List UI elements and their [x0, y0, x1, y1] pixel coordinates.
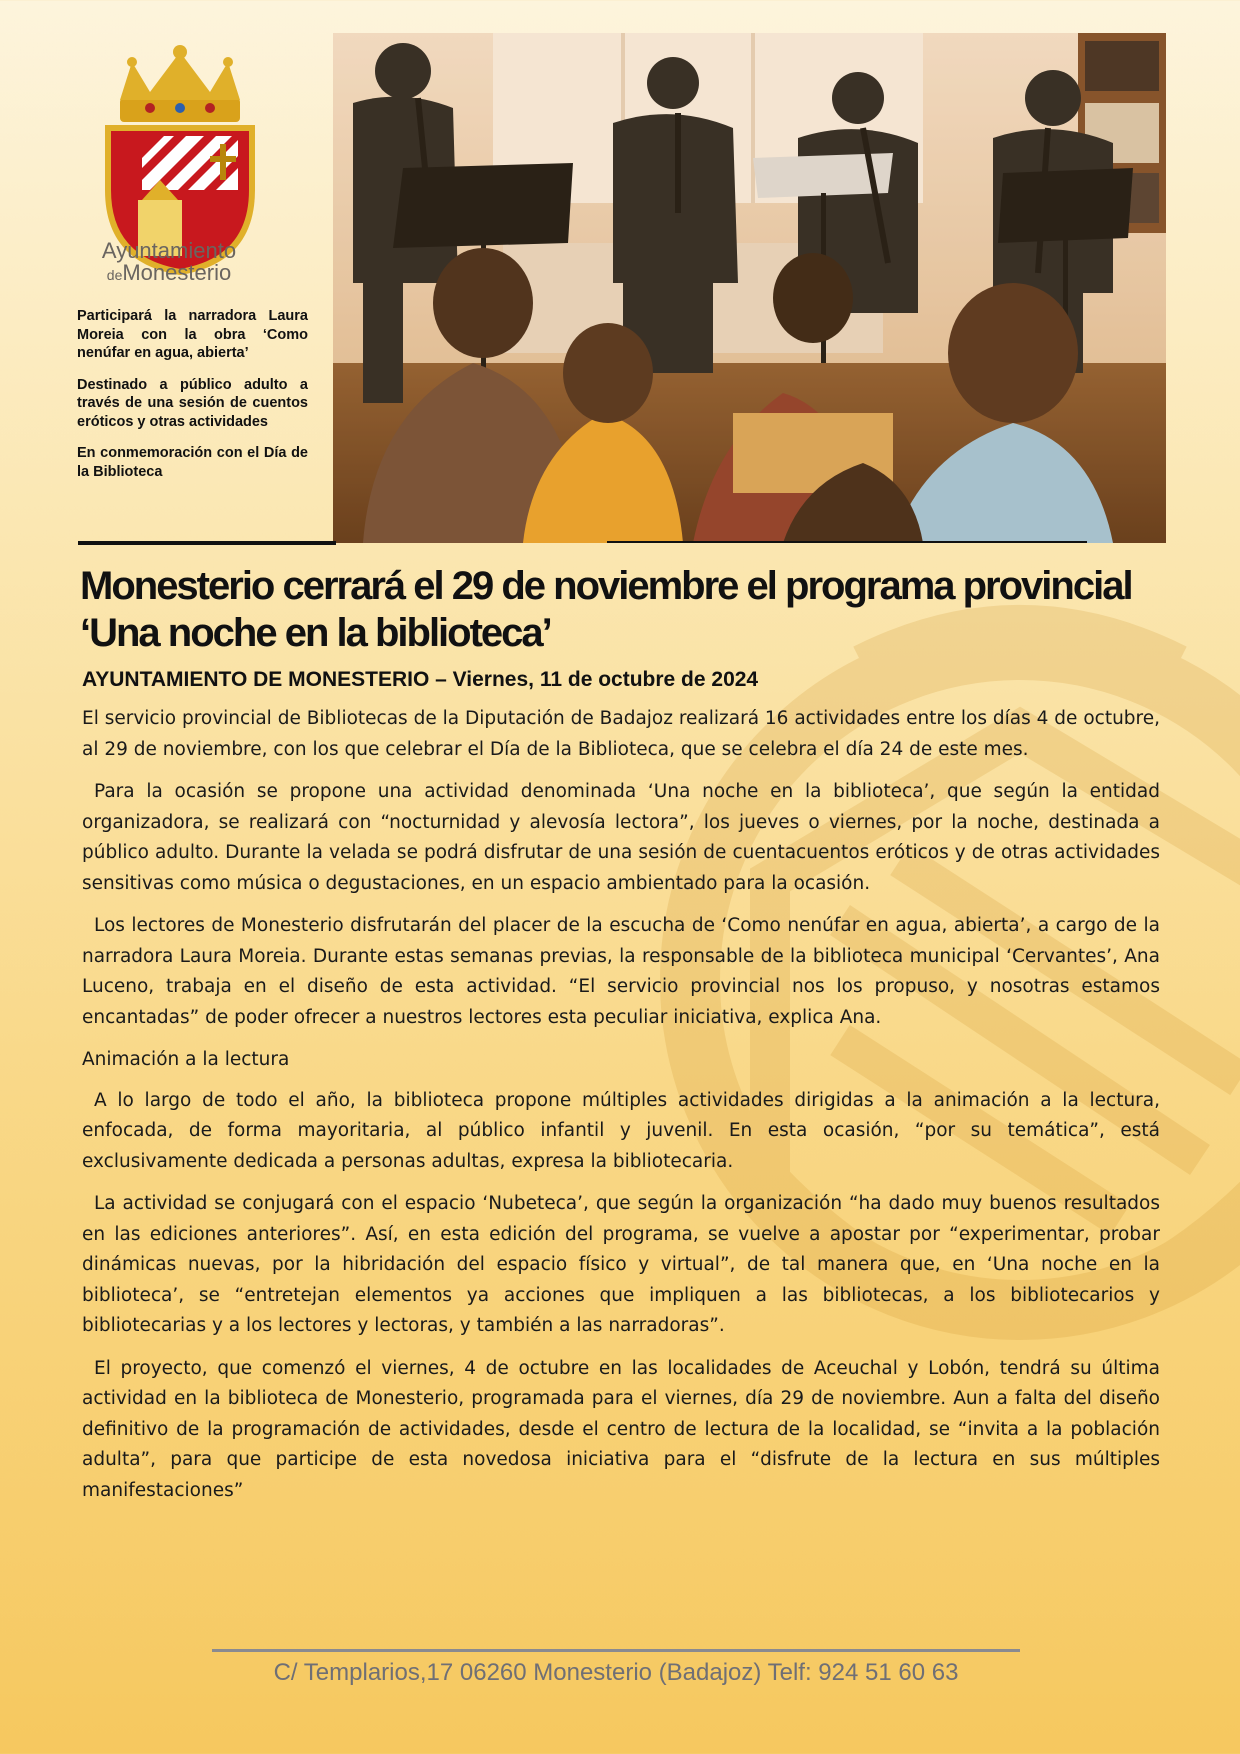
summary-box [77, 307, 308, 494]
logo-line-2: deMonesterio [106, 260, 232, 285]
article-paragraph: Para la ocasión se propone una actividad denominada ‘Una noche en la biblioteca’, que según la entidad organizadora, se realizará con “nocturnidad y alevosía lectora”, los jueves o viernes, por la noche, destinada a público adulto. Durante la velada se podrá disfrutar de una sesión de cuentacuentos eróticos y de otras actividades sensitivas como música o degustaciones, en un espacio ambientado para la ocasión. [82, 781, 1160, 894]
article-paragraph: El proyecto, que comenzó el viernes, 4 de octubre en las localidades de Aceuchal y Lobón, tendrá su última actividad en la biblioteca de Monesterio, programada para el viernes, día 29 de noviembre. Aun a falta del diseño definitivo de la programación de actividades, desde el centro de lectura de la localidad, se “invita a la población adulta”, para que participe de esta novedosa iniciativa para el “disfrute de la lectura en sus múltiples manifestaciones” [82, 1357, 1160, 1501]
footer-address: C/ Templarios,17 06260 Monesterio (Badajoz) Telf: 924 51 60 63 [273, 1659, 959, 1686]
clarinet-quartet-photo [333, 33, 1166, 543]
summary-item: Participará la narradora Laura Moreia con la obra ‘Como nenúfar en agua, abierta’ [77, 308, 308, 361]
article-subheading: Animación a la lectura [82, 1049, 290, 1070]
logo-line-1: Ayuntamiento [101, 238, 237, 263]
divider-right [607, 541, 1087, 543]
article-headline: Monesterio cerrará el 29 de noviembre el programa provincial ‘Una noche en la biblioteca’ [80, 564, 1132, 655]
article-paragraph: El servicio provincial de Bibliotecas de la Diputación de Badajoz realizará 16 actividades entre los días 4 de octubre, al 29 de noviembre, con los que celebrar el Día de la Biblioteca, que se celebra el día 24 de este mes. [82, 708, 1160, 760]
summary-item: En conmemoración con el Día de la Biblioteca [77, 445, 308, 480]
article-paragraph: Los lectores de Monesterio disfrutarán del placer de la escucha de ‘Como nenúfar en agua, abierta’, a cargo de la narradora Laura Moreia. Durante estas semanas previas, la responsable de la biblioteca municipal ‘Cervantes’, Ana Luceno, trabaja en el diseño de esta actividad. “El servicio provincial nos los propuso, y nosotras estamos encantadas” de poder ofrecer a nuestros lectores esta peculiar iniciativa, explica Ana. [82, 915, 1160, 1028]
divider-left [78, 541, 336, 545]
article-paragraph: La actividad se conjugará con el espacio ‘Nubeteca’, que según la organización “ha dado muy buenos resultados en las ediciones anteriores”. Así, en esta edición del programa, se vuelve a apostar por “experimentar, probar dinámicas nuevas, por la hibridación del espacio físico y virtual”, de tal manera que, en ‘Una noche en la biblioteca’, se “entretejan elementos ya acciones que impliquen a las bibliotecas, a los bibliotecarios y bibliotecarias y a los lectores y lectoras, y también a las narradoras”. [82, 1193, 1160, 1336]
article-dateline: AYUNTAMIENTO DE MONESTERIO – Viernes, 11 de octubre de 2024 [82, 668, 759, 691]
summary-item: Destinado a público adulto a través de una sesión de cuentos eróticos y otras actividades [77, 376, 308, 430]
footer-divider [212, 1649, 1020, 1652]
logo-text [84, 240, 254, 284]
article-body [82, 704, 1160, 1518]
article-paragraph: A lo largo de todo el año, la biblioteca propone múltiples actividades dirigidas a la animación a la lectura, enfocada, de forma mayoritaria, al público infantil y juvenil. En esta ocasión, “por su temática”, está exclusivamente dedicada a personas adultas, expresa la bibliotecaria. [82, 1089, 1160, 1172]
